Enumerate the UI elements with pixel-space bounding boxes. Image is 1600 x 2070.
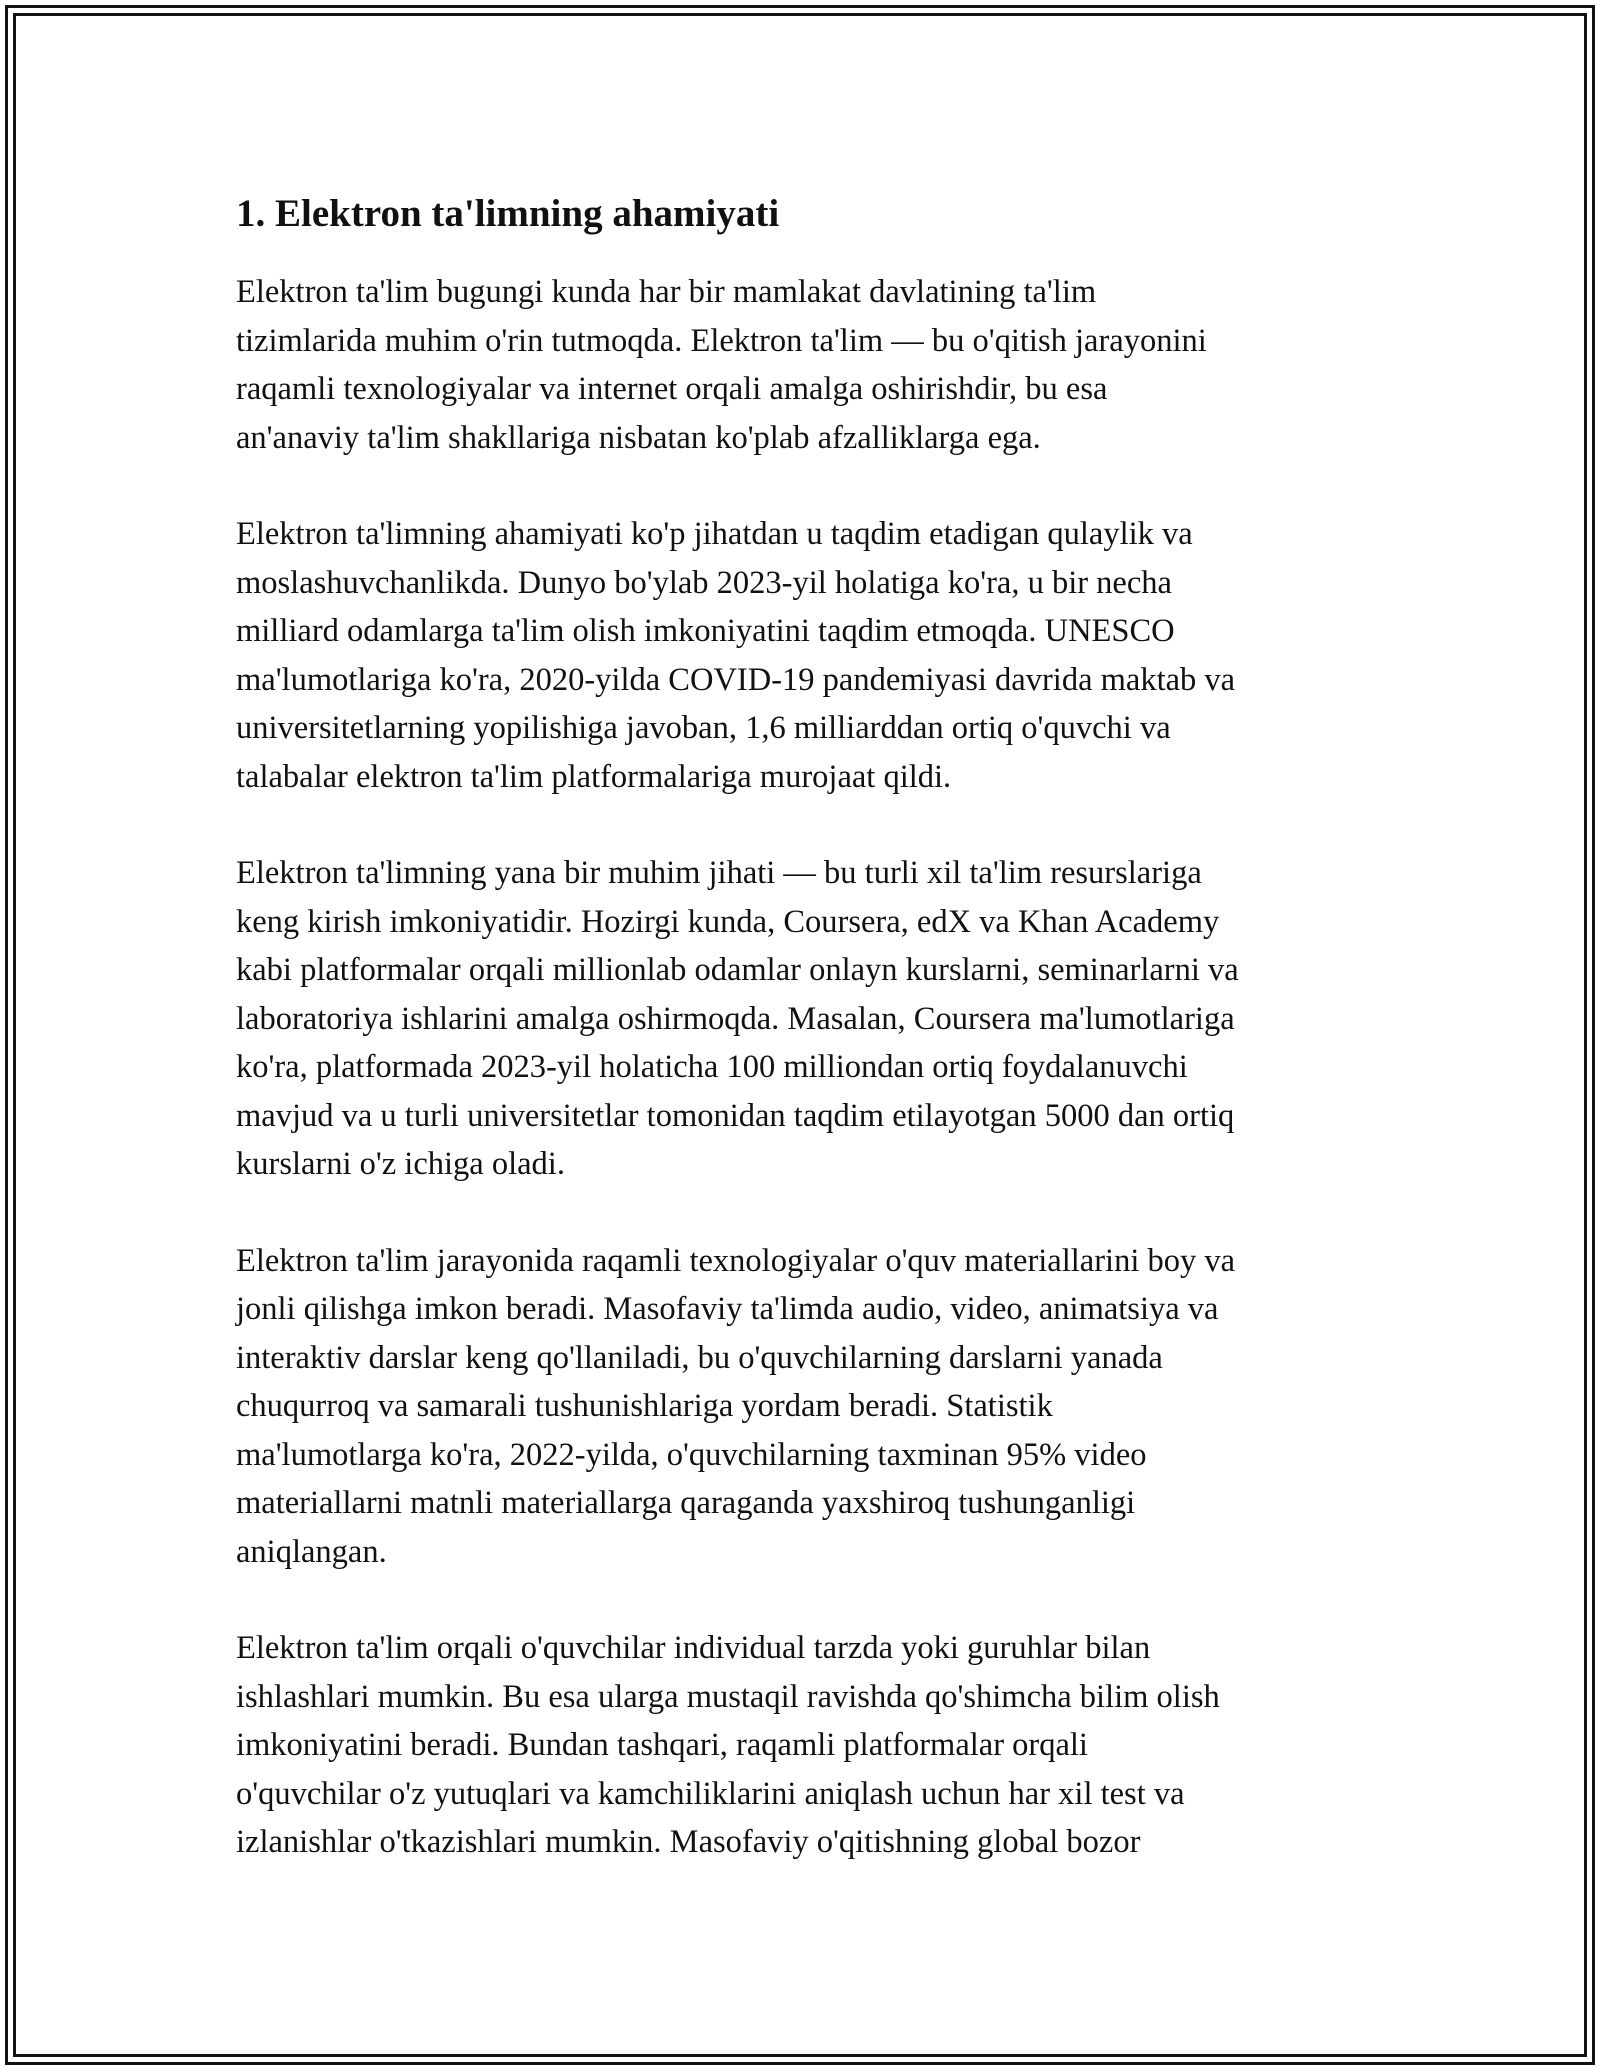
paragraph-4: Elektron ta'lim jarayonida raqamli texnologiyalar o'quv materiallarini boy va jonli qilishga imkon beradi. Masofaviy ta'limda audio, video, animatsiya va interaktiv darslar keng qo'llaniladi, bu o'quvchilarning darslarni yanada chuqurroq va samarali tushunishlariga yordam beradi. Statistik ma'lumotlarga ko'ra, 2022-yilda, o'quvchilarning taxminan 95% video materiallarni matnli materiallarga qaraganda yaxshiroq tushunganligi aniqlangan. xyxy=(236,1242,1236,1570)
document-body xyxy=(236,180,1376,1915)
section-heading: 1. Elektron ta'limning ahamiyati xyxy=(236,192,780,235)
paragraph-2: Elektron ta'limning ahamiyati ko'p jihatdan u taqdim etadigan qulaylik va moslashuvchanlikda. Dunyo bo'ylab 2023-yil holatiga ko'ra, u bir necha milliard odamlarga ta'lim olish imkoniyatini taqdim etmoqda. UNESCO ma'lumotlariga ko'ra, 2020-yilda COVID-19 pandemiyasi davrida maktab va universitetlarning yopilishiga javoban, 1,6 milliarddan ortiq o'quvchi va talabalar elektron ta'lim platformalariga murojaat qildi. xyxy=(236,516,1236,795)
paragraph-5: Elektron ta'lim orqali o'quvchilar individual tarzda yoki guruhlar bilan ishlashlari mumkin. Bu esa ularga mustaqil ravishda qo'shimcha bilim olish imkoniyatini beradi. Bundan tashqari, raqamli platformalar orqali o'quvchilar o'z yutuqlari va kamchiliklarini aniqlash uchun har xil test va izlanishlar o'tkazishlari mumkin. Masofaviy o'qitishning global bozor xyxy=(236,1630,1220,1860)
paragraph-3: Elektron ta'limning yana bir muhim jihati — bu turli xil ta'lim resurslariga keng kirish imkoniyatidir. Hozirgi kunda, Coursera, edX va Khan Academy kabi platformalar orqali millionlab odamlar onlayn kurslarni, seminarlarni va laboratoriya ishlarini amalga oshirmoqda. Masalan, Coursera ma'lumotlariga ko'ra, platformada 2023-yil holaticha 100 milliondan ortiq foydalanuvchi mavjud va u turli universitetlar tomonidan taqdim etilayotgan 5000 dan ortiq kurslarni o'z ichiga oladi. xyxy=(236,855,1239,1182)
paragraph-1: Elektron ta'lim bugungi kunda har bir mamlakat davlatining ta'lim tizimlarida muhim o'rin tutmoqda. Elektron ta'lim — bu o'qitish jarayonini raqamli texnologiyalar va internet orqali amalga oshirishdir, bu esa an'anaviy ta'lim shakllariga nisbatan ko'plab afzalliklarga ega. xyxy=(236,274,1207,456)
